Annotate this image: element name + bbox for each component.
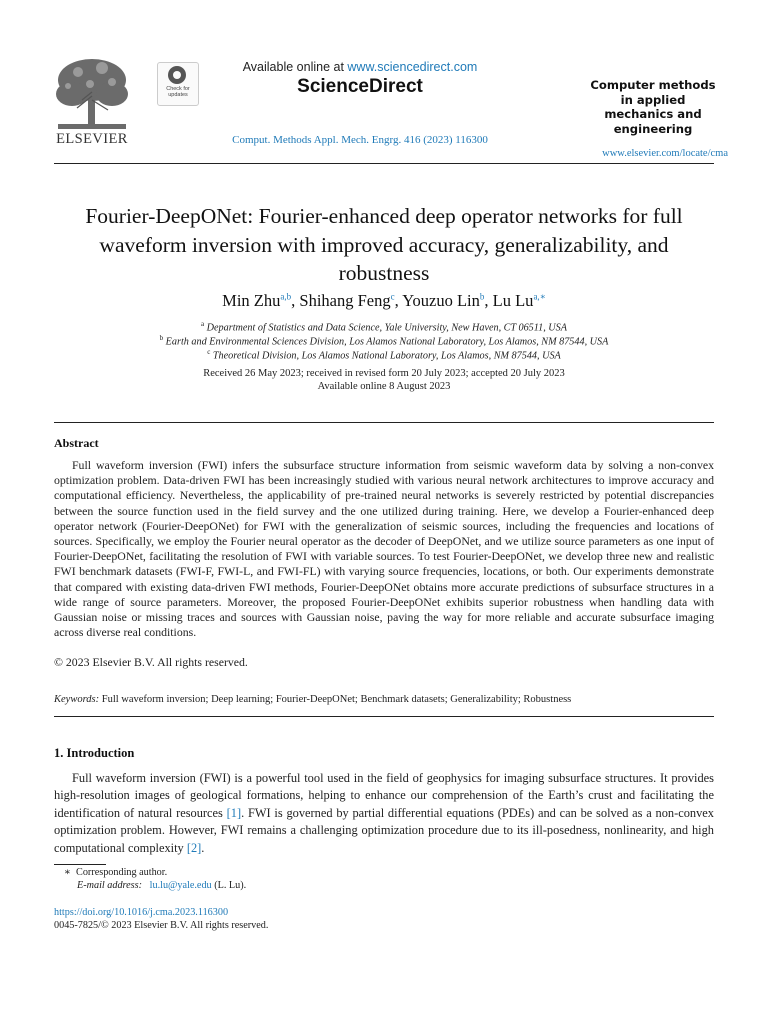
citation-link[interactable]: [1] bbox=[226, 805, 242, 820]
author-separator: , bbox=[291, 291, 300, 310]
section-heading: 1. Introduction bbox=[54, 746, 135, 760]
citation-link[interactable]: [2] bbox=[186, 840, 202, 855]
affiliation-text: Theoretical Division, Los Alamos National Laboratory, Los Alamos, NM 87544, USA bbox=[212, 350, 561, 362]
author-separator: , bbox=[394, 291, 403, 310]
article-title: Fourier-DeepONet: Fourier-enhanced deep operator networks for full waveform inversion with improved accuracy, generalizability, and robustness bbox=[85, 204, 683, 285]
affiliation-text: Department of Statistics and Data Science, Yale University, New Haven, CT 06511, USA bbox=[206, 322, 567, 334]
sciencedirect-logo: ScienceDirect bbox=[297, 76, 423, 97]
journal-name-line: in applied bbox=[620, 92, 686, 107]
author-affiliation-mark[interactable]: b bbox=[479, 291, 485, 302]
email-footnote bbox=[77, 880, 246, 891]
keywords-text: Full waveform inversion; Deep learning; Fourier-DeepONet; Benchmark datasets; Generalizability; Robustness bbox=[99, 694, 572, 705]
author-name: Lu Lu bbox=[492, 291, 534, 310]
email-label: E-mail address: bbox=[77, 880, 142, 891]
author-affiliation-mark[interactable]: a,∗ bbox=[533, 291, 546, 302]
affiliation-text: Earth and Environmental Sciences Division, Los Alamos National Laboratory, Los Alamos, NM 87544, USA bbox=[165, 336, 609, 348]
affiliation-mark: a bbox=[201, 320, 205, 328]
author-name: Shihang Feng bbox=[299, 291, 391, 310]
author-list bbox=[54, 291, 714, 311]
journal-name-line: engineering bbox=[613, 121, 693, 136]
issn-copyright: 0045-7825/© 2023 Elsevier B.V. All rights reserved. bbox=[54, 920, 269, 931]
email-link[interactable]: lu.lu@yale.edu bbox=[149, 880, 212, 891]
crossmark-label: Check for updates bbox=[166, 86, 190, 98]
author-name: Youzuo Lin bbox=[402, 291, 480, 310]
footnote-text: Corresponding author. bbox=[76, 867, 168, 878]
publisher-name: ELSEVIER bbox=[56, 131, 128, 147]
email-suffix: (L. Lu). bbox=[211, 880, 247, 891]
affiliation bbox=[54, 334, 714, 347]
journal-url-link[interactable]: www.elsevier.com/locate/cma bbox=[602, 148, 728, 159]
header-divider bbox=[54, 163, 714, 164]
author-name: Min Zhu bbox=[222, 291, 281, 310]
affiliation-mark: b bbox=[159, 334, 164, 342]
journal-name bbox=[578, 78, 728, 136]
sciencedirect-link[interactable]: www.sciencedirect.com bbox=[347, 60, 478, 74]
abstract-text: Full waveform inversion (FWI) infers the subsurface structure information from seismic waveform data by solving a non-convex optimization problem. Data-driven FWI has been increasingly studied with various neural network architectures to improve accuracy and computational efficiency. Nevertheless, the applicability of pre-trained neural networks is severely restricted by potential discrepancies between the source function used in the field survey and the one utilized during training. Here, we develop a Fourier-enhanced deep operator network (Fourier-DeepONet) for FWI with the generalization of seismic sources, including the frequencies and locations of sources. Specifically, we employ the Fourier neural operator as the decoder of DeepONet, and we utilize source parameters as one input of Fourier-DeepONet, facilitating the resolution of FWI with variable sources. To test Fourier-DeepONet, we develop three new and realistic FWI benchmark datasets (FWI-F, FWI-L, and FWI-FL) with varying source frequencies, locations, or both. Our experiments demonstrate that compared with existing data-driven FWI methods, Fourier-DeepONet obtains more accurate predictions of subsurface structures in a wide range of source parameters. Moreover, the proposed Fourier-DeepONet exhibits superior robustness when handling data with Gaussian noise or missing traces and sources with Gaussian noise, paving the way for more reliable and accurate subsurface imaging across diverse real conditions. bbox=[54, 458, 714, 640]
abstract-top-rule bbox=[54, 422, 714, 423]
corresponding-footnote bbox=[64, 867, 167, 878]
affiliation bbox=[54, 348, 714, 361]
author-separator: , bbox=[484, 291, 493, 310]
available-prefix: Available online at bbox=[242, 60, 348, 74]
footnote-rule bbox=[54, 864, 106, 865]
intro-text: . bbox=[201, 840, 205, 855]
crossmark-icon bbox=[168, 66, 186, 84]
abstract-bottom-rule bbox=[54, 716, 714, 717]
footnote-mark: ∗ bbox=[64, 867, 71, 878]
affiliation-mark: c bbox=[207, 348, 211, 356]
keywords bbox=[54, 694, 714, 705]
available-online bbox=[200, 60, 520, 74]
doi-link[interactable]: https://doi.org/10.1016/j.cma.2023.116300 bbox=[54, 907, 229, 918]
author-affiliation-mark[interactable]: a,b bbox=[280, 291, 292, 302]
journal-reference[interactable]: Comput. Methods Appl. Mech. Engrg. 416 (2023) 116300 bbox=[232, 134, 488, 146]
intro-text: Full waveform inversion (FWI) is a powerful tool used in the field of geophysics for imaging subsurface structures. It provides high-resolution images of geological formations, helping to enhance our comprehension of the Earth’s crust and facilitating the identification of natural resources bbox=[54, 771, 714, 820]
available-online-date: Available online 8 August 2023 bbox=[317, 381, 451, 392]
intro-text: . FWI is governed by partial differential equations (PDEs) and can be solved as a non-convex optimization problem. However, FWI remains a challenging optimization procedure due to its ill-posedness, nonlinearity, and high computational complexity bbox=[54, 805, 715, 855]
abstract-heading: Abstract bbox=[54, 436, 99, 450]
journal-name-line: Computer methods bbox=[590, 78, 716, 92]
author-affiliation-mark[interactable]: c bbox=[390, 291, 395, 302]
journal-name-line: mechanics and bbox=[604, 107, 702, 121]
received-dates: Received 26 May 2023; received in revised form 20 July 2023; accepted 20 July 2023 bbox=[203, 368, 565, 379]
abstract-copyright: © 2023 Elsevier B.V. All rights reserved. bbox=[54, 655, 248, 669]
intro-paragraph bbox=[54, 770, 714, 857]
check-for-updates-badge[interactable] bbox=[157, 62, 199, 106]
keywords-label: Keywords: bbox=[54, 694, 100, 705]
affiliation bbox=[54, 320, 714, 333]
